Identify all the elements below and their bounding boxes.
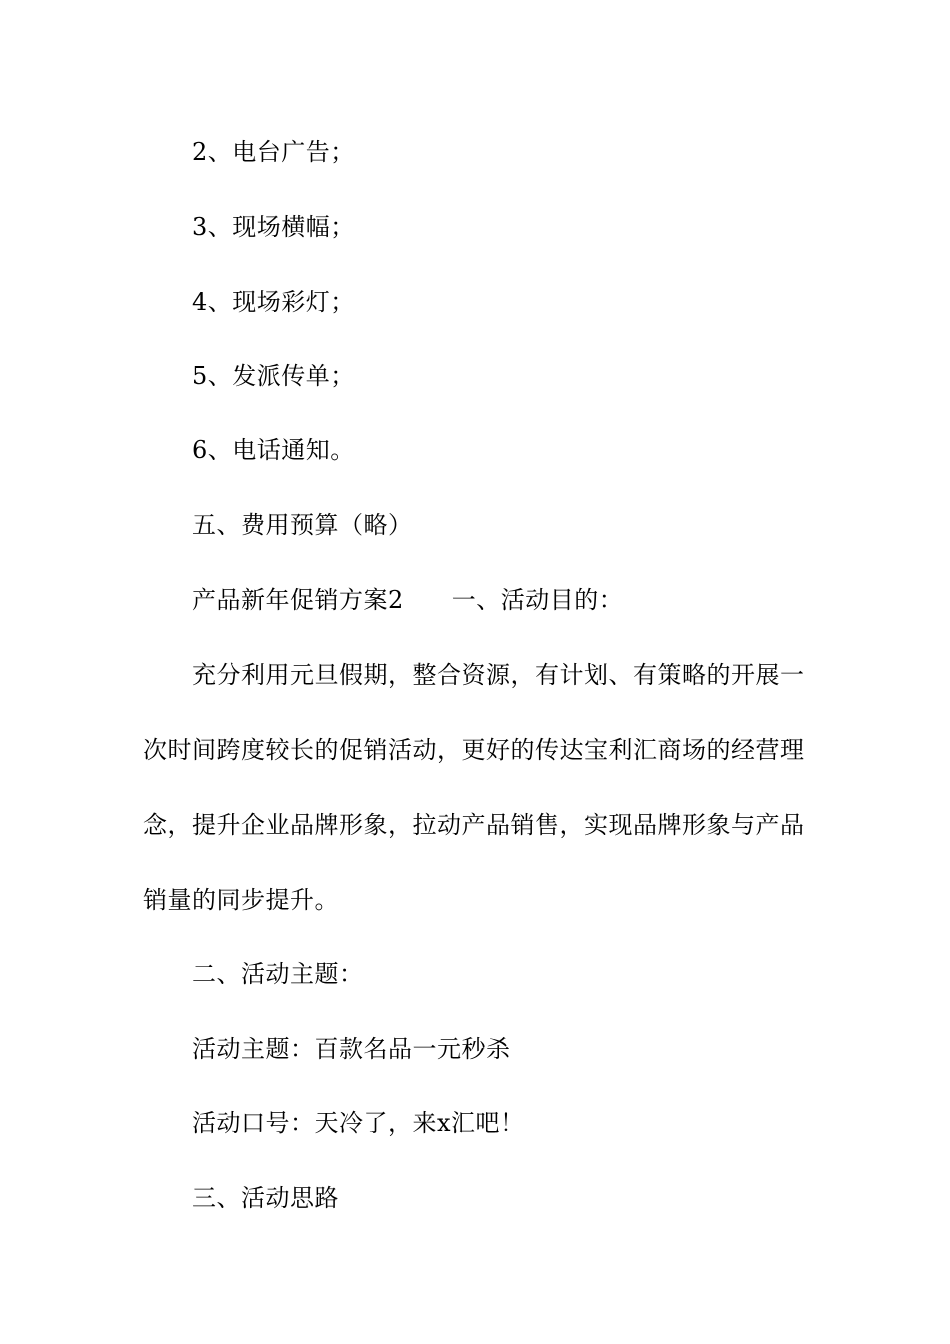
plan-title: 产品新年促销方案2: [192, 586, 404, 614]
list-item-lights: 4、现场彩灯；: [192, 288, 355, 316]
slogan-text: 活动口号：天冷了，来x汇吧！: [192, 1109, 525, 1137]
list-item-radio-ad: 2、电台广告；: [192, 138, 355, 166]
paragraph-line: 念，提升企业品牌形象，拉动产品销售，实现品牌形象与产品: [143, 811, 805, 839]
section-heading-purpose: 一、活动目的：: [451, 586, 624, 614]
section-heading-budget: 五、费用预算（略）: [192, 511, 413, 539]
section-heading-approach: 三、活动思路: [192, 1184, 339, 1212]
list-item-phone: 6、电话通知。: [192, 436, 355, 464]
paragraph-line: 销量的同步提升。: [143, 886, 339, 914]
section-heading-theme: 二、活动主题：: [192, 960, 364, 988]
paragraph-line: 充分利用元旦假期，整合资源，有计划、有策略的开展一: [192, 661, 805, 689]
list-item-banner: 3、现场横幅；: [192, 213, 355, 241]
paragraph-line: 次时间跨度较长的促销活动，更好的传达宝利汇商场的经营理: [143, 736, 805, 764]
list-item-flyers: 5、发派传单；: [192, 362, 355, 390]
plan-title-line: [192, 585, 623, 615]
theme-text: 活动主题：百款名品一元秒杀: [192, 1035, 511, 1063]
